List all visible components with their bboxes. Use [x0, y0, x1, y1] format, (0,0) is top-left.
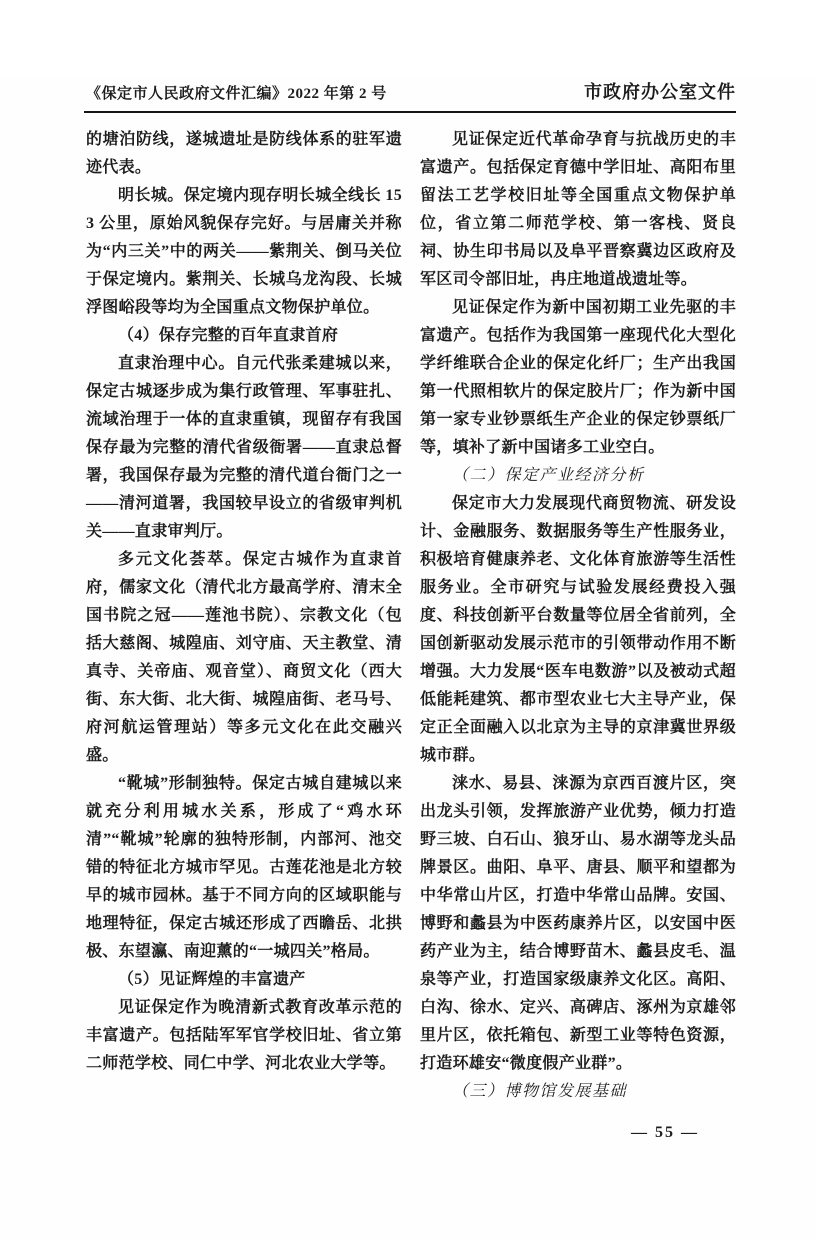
page-header [0, 78, 816, 104]
body-paragraph: 的塘泊防线，遂城遗址是防线体系的驻军遗迹代表。 [86, 131, 402, 176]
body-paragraph: 多元文化荟萃。保定古城作为直隶首府，儒家文化（清代北方最高学府、清末全国书院之冠——莲池书院）、宗教文化（包括大慈阁、城隍庙、刘守庙、天主教堂、清真寺、关帝庙、观音堂）、商贸文化（西大街、东大街、北大街、城隍庙街、老马号、府河航运管理站）等多元文化在此交融兴盛。 [86, 551, 402, 764]
header-document-category: 市政府办公室文件 [584, 82, 736, 102]
body-paragraph: 涞水、易县、涞源为京西百渡片区，突出龙头引领，发挥旅游产业优势，倾力打造野三坡、白石山、狼牙山、易水湖等龙头品牌景区。曲阳、阜平、唐县、顺平和望都为中华常山片区，打造中华常山品牌。安国、博野和蠡县为中医药康养片区，以安国中医药产业为主，结合博野苗木、蠡县皮毛、温泉等产业，打造国家级康养文化区。高阳、白沟、徐水、定兴、高碑店、涿州为京雄邻里片区，依托箱包、新型工业等特色资源，打造环雄安“微度假产业群”。 [420, 775, 736, 1072]
subsection-heading: （三）博物馆发展基础 [452, 1083, 628, 1100]
document-body [0, 113, 816, 1106]
left-column [86, 126, 402, 1106]
header-compilation-title: 《保定市人民政府文件汇编》2022 年第 2 号 [86, 86, 387, 102]
body-paragraph: 直隶治理中心。自元代张柔建城以来，保定古城逐步成为集行政管理、军事驻扎、流域治理于一体的直隶重镇，现留存有我国保存最为完整的清代省级衙署——直隶总督署，我国保存最为完整的清代道台衙门之一——清河道署，我国较早设立的省级审判机关——直隶审判厅。 [86, 355, 402, 540]
document-page [0, 78, 816, 1240]
subsection-heading: （二）保定产业经济分析 [452, 467, 645, 484]
page-number: — 55 — [631, 1124, 699, 1141]
body-paragraph: 明长城。保定境内现存明长城全线长 153 公里，原始风貌保存完好。与居庸关并称为“内三关”中的两关——紫荆关、倒马关位于保定境内。紫荆关、长城乌龙沟段、长城浮图峪段等均为全国重点文物保护单位。 [86, 187, 402, 316]
body-paragraph: 见证保定近代革命孕育与抗战历史的丰富遗产。包括保定育德中学旧址、高阳布里留法工艺学校旧址等全国重点文物保护单位，省立第二师范学校、第一客栈、贤良祠、协生印书局以及阜平晋察冀边区政府及军区司令部旧址，冉庄地道战遗址等。 [420, 131, 736, 288]
body-paragraph: 见证保定作为新中国初期工业先驱的丰富遗产。包括作为我国第一座现代化大型化学纤维联合企业的保定化纤厂；生产出我国第一代照相软片的保定胶片厂；作为新中国第一家专业钞票纸生产企业的保定钞票纸厂等，填补了新中国诸多工业空白。 [420, 299, 736, 456]
body-paragraph: “靴城”形制独特。保定古城自建城以来就充分利用城水关系，形成了“鸡水环清”“靴城”轮廓的独特形制，内部河、池交错的特征北方城市罕见。古莲花池是北方较早的城市园林。基于不同方向的区域职能与地理特征，保定古城还形成了西瞻岳、北拱极、东望瀛、南迎薰的“一城四关”格局。 [86, 775, 402, 960]
section-heading: （4）保存完整的百年直隶首府 [118, 327, 339, 344]
body-paragraph: 见证保定作为晚清新式教育改革示范的丰富遗产。包括陆军军官学校旧址、省立第二师范学校、同仁中学、河北农业大学等。 [86, 999, 402, 1072]
section-heading: （5）见证辉煌的丰富遗产 [118, 971, 306, 988]
right-column [420, 126, 736, 1106]
body-paragraph: 保定市大力发展现代商贸物流、研发设计、金融服务、数据服务等生产性服务业，积极培育健康养老、文化体育旅游等生活性服务业。全市研究与试验发展经费投入强度、科技创新平台数量等位居全省前列，全国创新驱动发展示范市的引领带动作用不断增强。大力发展“医车电数游”以及被动式超低能耗建筑、都市型农业七大主导产业，保定正全面融入以北京为主导的京津冀世界级城市群。 [420, 495, 736, 764]
